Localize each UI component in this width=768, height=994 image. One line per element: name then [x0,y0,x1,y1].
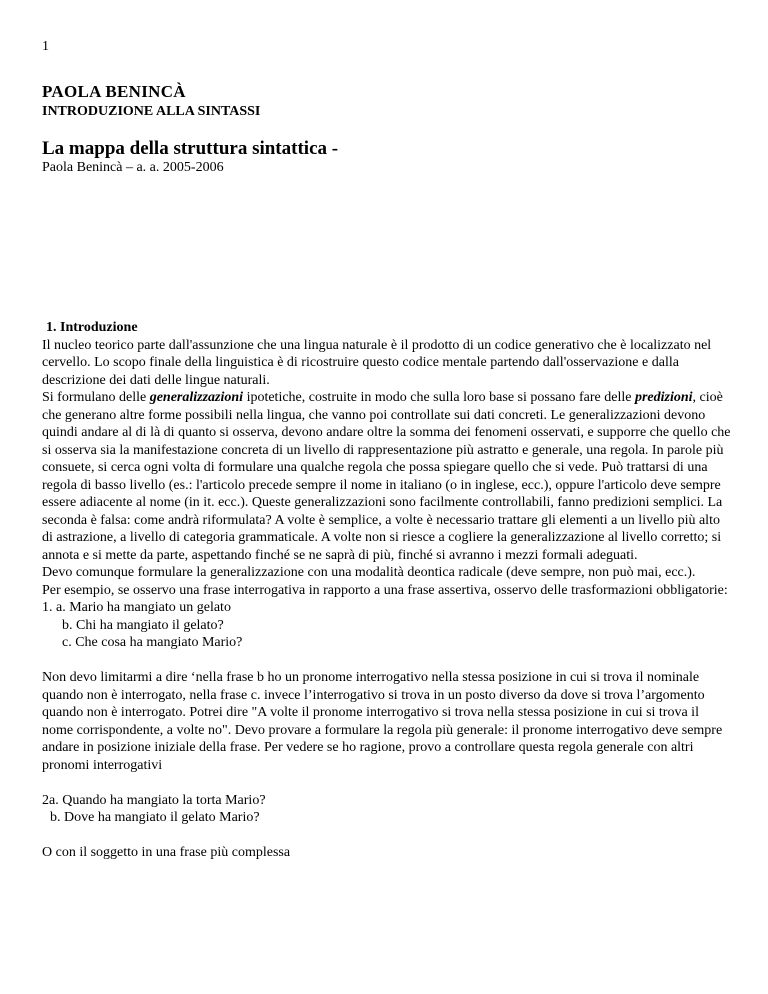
paragraph: Per esempio, se osservo una frase interrogativa in rapporto a una frase assertiva, osservo delle trasformazioni obbligatorie: [42,582,728,598]
text-run: , cioè che generano altre forme possibili nella lingua, che vanno poi controllate sui dati concreti. Le generalizzazioni devono quindi andare al di là di quanto si osserva, devono andare oltre la somma dei fenomeni osservati, e supporre che quello che si osserva sia la manifestazione concreta di un livello di rappresentazione più astratto e generale, una regola. In parole più consuete, si cerca ogni volta di formulare una qualche regola che possa spiegare quello che si vede. Può trattarsi di una regola di basso livello (es.: l'articolo precede sempre il nome in italiano (o in inglese, ecc.), oppure l'articolo deve sempre essere adiacente al nome (in it. ecc.). Queste generalizzazioni sono facilmente controllabili, fanno predizioni semplici. La seconda è falsa: come andrà riformulata? A volte è semplice, a volte è necessario trattare gli elementi a un livello più alto di astrazione, a livello di categoria grammaticale. A volte non si riesce a cogliere la generalizzazione al livello corretto; si annota e si mette da parte, aspettando finché se ne saprà di più, finché si avranno i mezzi formali adeguati. [42,390,731,563]
author-heading: PAOLA BENINCÀ [42,82,186,101]
example-line: c. Che cosa ha mangiato Mario? [62,635,243,650]
paragraph: Non devo limitarmi a dire ‘nella frase b ho un pronome interrogativo nella stessa posizione in cui si trova il nominale quando non è interrogato, nella frase c. invece l’interrogativo si trova in un posto diverso da dove si trova l’argomento quando non è interrogato. Potrei dire "A volte il pronome interrogativo si trova nella stessa posizione in cui si trova il nome corrispondente, a volte no". Devo provare a formulare la regola più generale: il pronome interrogativo deve sempre andare in posizione iniziale della frase. Per vedere se ho ragione, provo a controllare questa regola generale con altri pronomi interrogativi [42,670,723,773]
paragraph: Il nucleo teorico parte dall'assunzione che una lingua naturale è il prodotto di un codice generativo che è localizzato nel cervello. Lo scopo finale della linguistica è di ricostruire questo codice mentale partendo dall'osservazione e dalla descrizione dei dati delle lingue naturali. [42,337,712,388]
emphasis-term: predizioni [634,390,693,405]
paragraph [42,389,732,564]
text-run: ipotetiche, costruite in modo che sulla loro base si possano fare delle [243,390,635,405]
example-line: b. Dove ha mangiato il gelato Mario? [50,810,260,825]
example-line: 2a. Quando ha mangiato la torta Mario? [42,792,266,808]
document-title: La mappa della struttura sintattica - [42,138,339,159]
course-heading: INTRODUZIONE ALLA SINTASSI [42,104,261,119]
emphasis-term: generalizzazioni [149,390,244,405]
example-line: 1. a. Mario ha mangiato un gelato [42,600,231,615]
section-heading: 1. Introduzione [46,320,138,335]
body-text [42,319,732,862]
text-run: Si formulano delle [42,390,150,405]
paragraph: Devo comunque formulare la generalizzazione con una modalità deontica radicale (deve sempre, non può mai, ecc.). [42,565,696,580]
document-subtitle: Paola Benincà – a. a. 2005-2006 [42,160,224,175]
paragraph: O con il soggetto in una frase più complessa [42,845,291,860]
example-line: b. Chi ha mangiato il gelato? [62,617,224,633]
page-number: 1 [42,39,49,54]
